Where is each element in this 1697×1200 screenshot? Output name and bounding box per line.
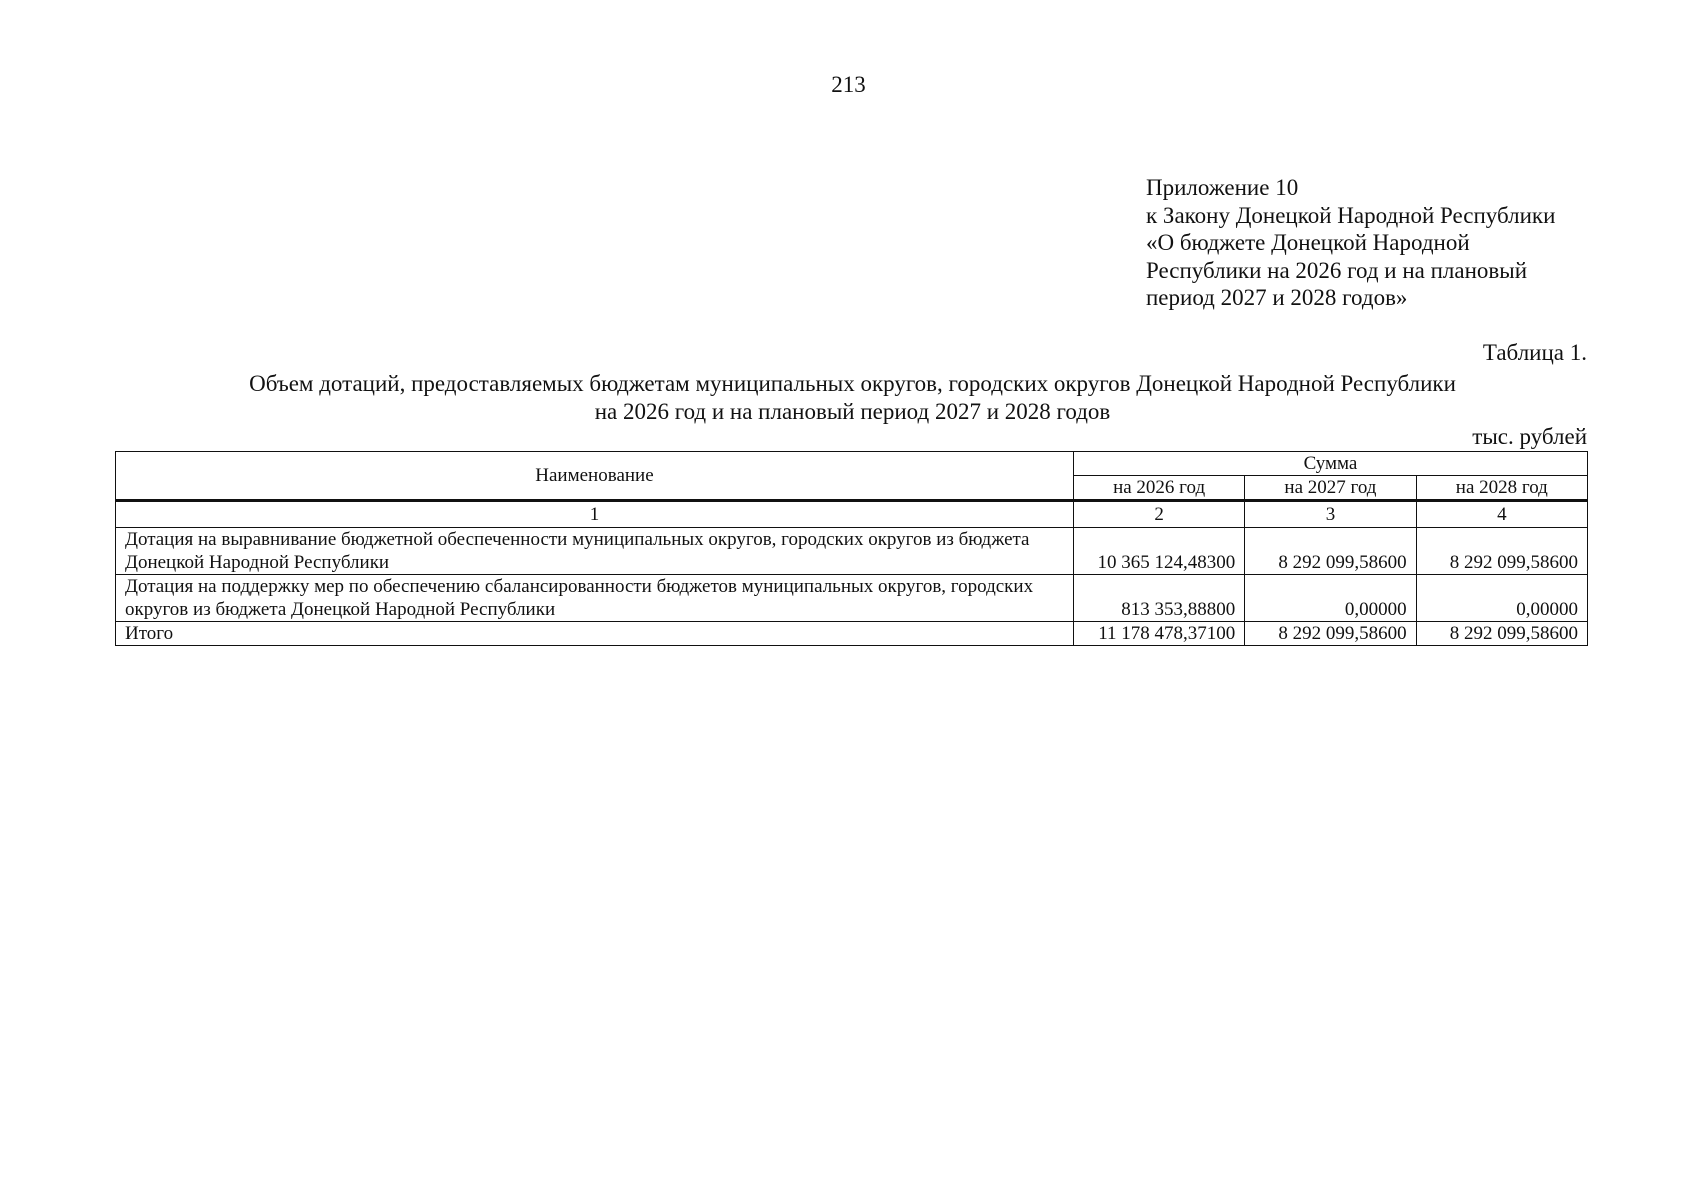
row-name: Дотация на выравнивание бюджетной обеспеченности муниципальных округов, городских округов из бюджета Донецкой Народной Республики	[116, 528, 1074, 575]
appendix-line: «О бюджете Донецкой Народной	[1146, 230, 1470, 255]
title-line-2: на 2026 год и на плановый период 2027 и 2028 годов	[594, 398, 1111, 424]
total-value-2028: 8 292 099,58600	[1416, 622, 1587, 646]
table-label: Таблица 1.	[1482, 340, 1587, 365]
header-name: Наименование	[116, 452, 1074, 501]
column-index: 4	[1416, 501, 1587, 528]
row-value-2026: 10 365 124,48300	[1073, 528, 1244, 575]
row-value-2026: 813 353,88800	[1073, 575, 1244, 622]
row-value-2028: 8 292 099,58600	[1416, 528, 1587, 575]
total-value-2026: 11 178 478,37100	[1073, 622, 1244, 646]
title-line-1: Объем дотаций, предоставляемых бюджетам муниципальных округов, городских округов Донецкой Народной Республики	[249, 371, 1456, 396]
table-row	[116, 528, 1588, 575]
row-value-2027: 0,00000	[1245, 575, 1416, 622]
document-title	[115, 370, 1590, 425]
appendix-line: к Закону Донецкой Народной Республики	[1146, 202, 1556, 228]
row-value-2028: 0,00000	[1416, 575, 1587, 622]
header-year-2028: на 2028 год	[1416, 476, 1587, 501]
table-row	[116, 575, 1588, 622]
appendix-line: период 2027 и 2028 годов»	[1146, 285, 1408, 310]
total-row	[116, 622, 1588, 646]
column-index-row	[116, 501, 1588, 528]
column-index: 2	[1073, 501, 1244, 528]
total-value-2027: 8 292 099,58600	[1245, 622, 1416, 646]
total-label: Итого	[116, 622, 1074, 646]
header-sum: Сумма	[1073, 452, 1587, 476]
appendix-line: Республики на 2026 год и на плановый	[1146, 257, 1528, 283]
column-index: 3	[1245, 501, 1416, 528]
appendix-line: Приложение 10	[1146, 175, 1299, 200]
units-label: тыс. рублей	[1472, 424, 1587, 449]
column-index: 1	[116, 501, 1074, 528]
subsidies-table	[115, 451, 1588, 646]
row-value-2027: 8 292 099,58600	[1245, 528, 1416, 575]
row-name: Дотация на поддержку мер по обеспечению сбалансированности бюджетов муниципальных округов, городских округов из бюджета Донецкой Народной Республики	[116, 575, 1074, 622]
page-number: 213	[831, 72, 866, 97]
appendix-block	[1146, 174, 1555, 312]
header-year-2027: на 2027 год	[1245, 476, 1416, 501]
table-header-row	[116, 452, 1588, 476]
header-year-2026: на 2026 год	[1073, 476, 1244, 501]
